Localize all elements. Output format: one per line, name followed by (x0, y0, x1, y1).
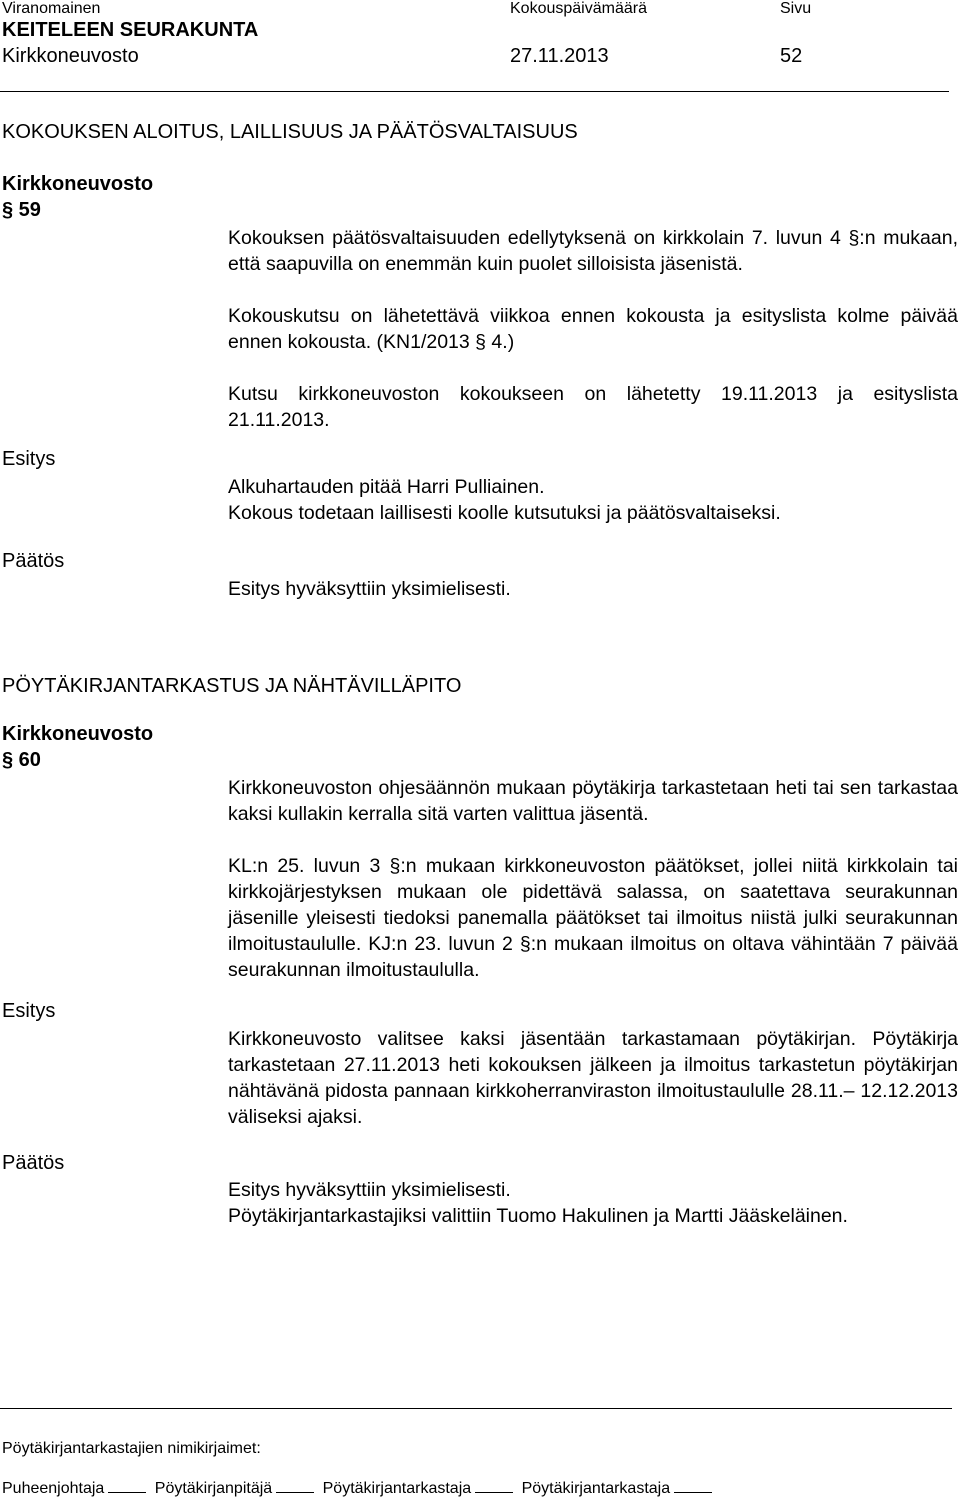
esitys-line: Kirkkoneuvosto valitsee kaksi jäsentään tarkastamaan pöytäkirjan. Pöytäkirja tarkastetaan 27.11.2013 heti kokouksen jälkeen ja ilmoitus tarkastetun pöytäkirjan nähtävänä pidosta pannaan kirkkoherranviraston ilmoitustaululle 28.11.– 12.12.2013 väliseksi ajaksi. (228, 1028, 958, 1128)
header-page-value: 52 (780, 45, 803, 67)
paatos-text-60 (228, 1177, 958, 1229)
paragraph: KL:n 25. luvun 3 §:n mukaan kirkkoneuvoston päätökset, jollei niitä kirkkolain tai kirkkojärjestyksen mukaan ole pidettävä salassa, on saatettava seurakunnan jäsenille yleisesti tiedoksi panemalla päätökset tai ilmoitus niistä julki seurakunnan ilmoitustaululle. KJ:n 23. luvun 2 §:n mukaan ilmoitus on oltava vähintään 7 päivää seurakunnan ilmoitustaululla. (228, 855, 958, 981)
section-title-59: KOKOUKSEN ALOITUS, LAILLISUUS JA PÄÄTÖSVALTAISUUS (2, 121, 578, 143)
section-59-text (228, 225, 958, 433)
header-rule (0, 91, 949, 92)
section-body-name-59: Kirkkoneuvosto (2, 173, 154, 195)
signature-blank (475, 1478, 513, 1493)
section-60-text (228, 775, 958, 983)
paatos-label-59: Päätös (2, 550, 65, 572)
paragraph: Kutsu kirkkoneuvoston kokoukseen on lähetetty 19.11.2013 ja esityslista 21.11.2013. (228, 383, 958, 431)
signature-blank (276, 1478, 314, 1493)
esitys-line: Kokous todetaan laillisesti koolle kutsutuksi ja päätösvaltaiseksi. (228, 502, 781, 524)
header-date-label: Kokouspäivämäärä (510, 0, 647, 17)
paragraph: Kokouksen päätösvaltaisuuden edellytyksenä on kirkkolain 7. luvun 4 §:n mukaan, että saapuvilla on enemmän kuin puolet silloisista jäsenistä. (228, 227, 958, 275)
esitys-text-59 (228, 474, 958, 526)
paragraph: Kirkkoneuvoston ohjesäännön mukaan pöytäkirja tarkastetaan heti tai sen tarkastaa kaksi kullakin kerralla sitä varten valittua jäsentä. (228, 777, 958, 825)
header-authority-value: Kirkkoneuvosto (2, 45, 139, 67)
section-number-59: § 59 (2, 199, 41, 221)
section-body-name-60: Kirkkoneuvosto (2, 723, 154, 745)
paatos-label-60: Päätös (2, 1152, 65, 1174)
section-title-60: PÖYTÄKIRJANTARKASTUS JA NÄHTÄVILLÄPITO (2, 675, 462, 697)
paatos-text-59 (228, 576, 958, 602)
paatos-line: Pöytäkirjantarkastajiksi valittiin Tuomo Hakulinen ja Martti Jääskeläinen. (228, 1205, 848, 1227)
signature-roles (2, 1478, 716, 1498)
paatos-line: Esitys hyväksyttiin yksimielisesti. (228, 1179, 511, 1201)
paatos-line: Esitys hyväksyttiin yksimielisesti. (228, 578, 511, 600)
paragraph: Kokouskutsu on lähetettävä viikkoa ennen kokousta ja esityslista kolme päivää ennen kokousta. (KN1/2013 § 4.) (228, 305, 958, 353)
signature-blank (674, 1478, 712, 1493)
signature-role: Pöytäkirjanpitäjä (154, 1480, 273, 1497)
header-authority-label: Viranomainen (2, 0, 101, 17)
signature-role: Pöytäkirjantarkastaja (521, 1480, 671, 1497)
section-number-60: § 60 (2, 749, 41, 771)
signatures-label: Pöytäkirjantarkastajien nimikirjaimet: (2, 1440, 261, 1457)
signature-role: Pöytäkirjantarkastaja (322, 1480, 472, 1497)
esitys-label-60: Esitys (2, 1000, 56, 1022)
footer-rule (0, 1408, 952, 1409)
signature-role: Puheenjohtaja (2, 1480, 105, 1497)
header-page-label: Sivu (780, 0, 812, 17)
esitys-line: Alkuhartauden pitää Harri Pulliainen. (228, 476, 545, 498)
header-date-value: 27.11.2013 (510, 45, 609, 67)
esitys-text-60 (228, 1026, 958, 1130)
signature-blank (108, 1478, 146, 1493)
esitys-label-59: Esitys (2, 448, 56, 470)
organization-name: KEITELEEN SEURAKUNTA (2, 19, 259, 41)
